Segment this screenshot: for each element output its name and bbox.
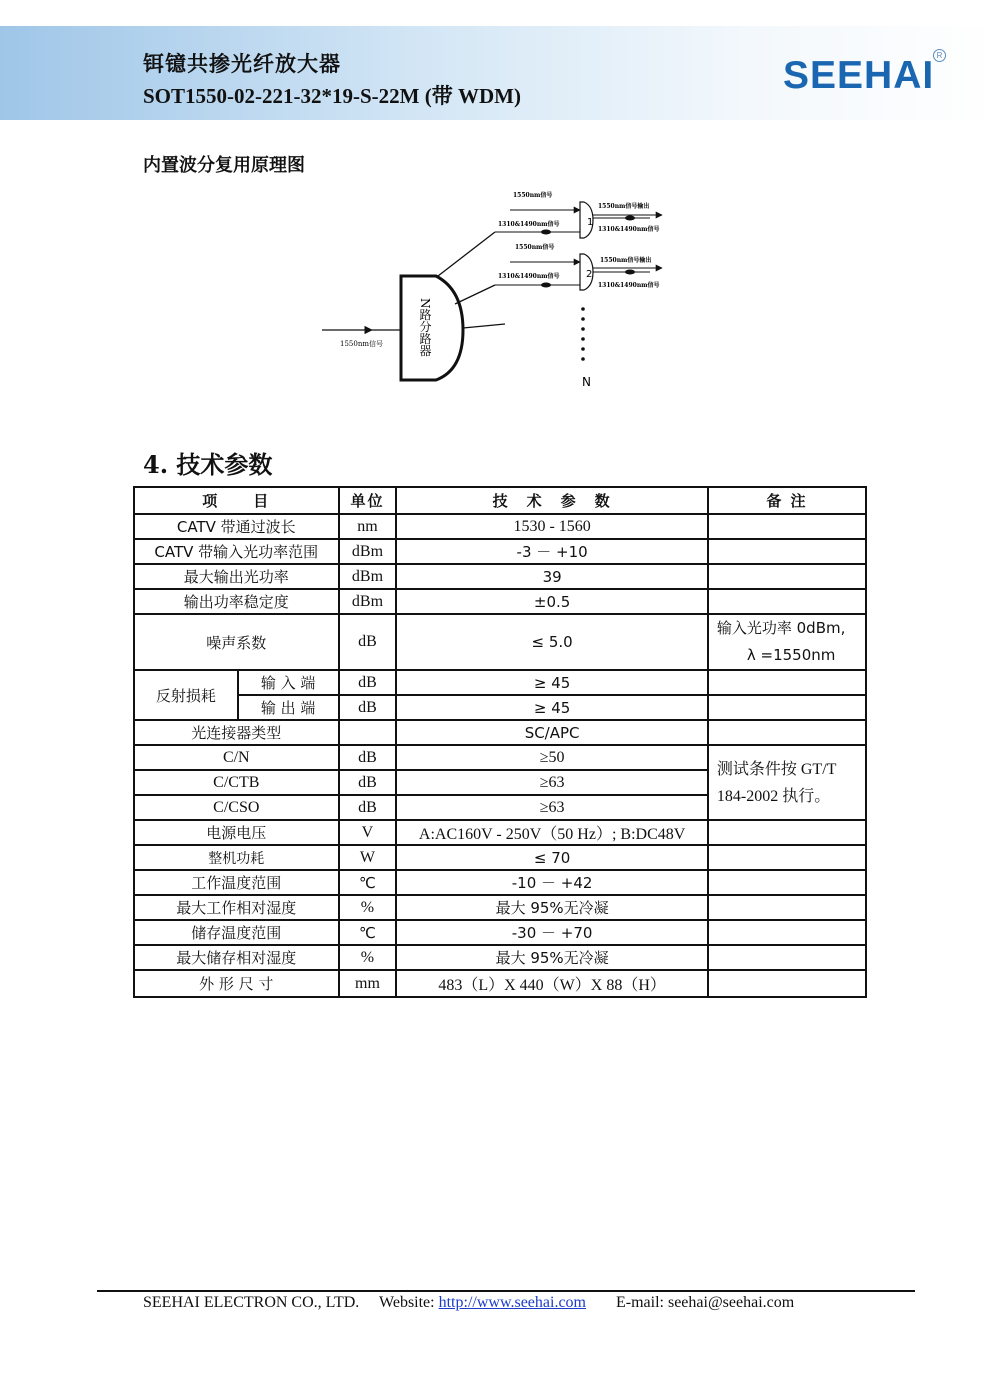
item-cell: 最大工作相对湿度 [134, 895, 339, 920]
remark-cell [708, 895, 866, 920]
splitter-block [401, 276, 463, 380]
wdm1-index: 1 [587, 217, 594, 228]
remark-cell [708, 920, 866, 945]
wdm2-index: 2 [586, 269, 593, 280]
item-cell: 工作温度范围 [134, 870, 339, 895]
value-cell: 39 [396, 564, 708, 589]
remark-cell [708, 539, 866, 564]
value-cell: A:AC160V - 250V（50 Hz）; B:DC48V [396, 820, 708, 845]
item-cell: 外 形 尺 寸 [134, 970, 339, 997]
value-cell: ±0.5 [396, 589, 708, 614]
value-cell: ≥63 [396, 795, 708, 820]
item-cell: C/CSO [134, 795, 339, 820]
wdm-diagram-title: 内置波分复用原理图 [143, 155, 305, 176]
value-cell: ≤ 70 [396, 845, 708, 870]
item-cell: 电源电压 [134, 820, 339, 845]
header-unit: 单位 [339, 487, 397, 514]
item-cell: C/N [134, 745, 339, 770]
item-cell: CATV 带通过波长 [134, 514, 339, 539]
item-cell: 最大储存相对湿度 [134, 945, 339, 970]
table-row [134, 970, 866, 997]
remark-cell [708, 945, 866, 970]
unit-cell: dBm [339, 564, 397, 589]
item-cell: 反射损耗 [134, 670, 238, 720]
remark-cell [708, 870, 866, 895]
remark-line: λ =1550nm [746, 646, 836, 664]
remark-cell [708, 720, 866, 745]
spec-table [133, 486, 867, 998]
remark-cell [708, 695, 866, 720]
value-cell: 最大 95%无冷凝 [396, 895, 708, 920]
registered-mark-icon: R [933, 49, 946, 62]
table-row [134, 870, 866, 895]
unit-cell: % [339, 895, 397, 920]
unit-cell [339, 720, 397, 745]
product-model: SOT1550-02-221-32*19-S-22M (带 WDM) [143, 84, 521, 108]
item-cell: 储存温度范围 [134, 920, 339, 945]
unit-cell: ℃ [339, 920, 397, 945]
remark-cell [708, 564, 866, 589]
unit-cell: ℃ [339, 870, 397, 895]
footer [143, 1294, 794, 1312]
value-cell: -3 － +10 [396, 539, 708, 564]
item-cell: C/CTB [134, 770, 339, 795]
table-row [134, 895, 866, 920]
table-row [134, 820, 866, 845]
value-cell: -10 － +42 [396, 870, 708, 895]
table-row [134, 539, 866, 564]
value-cell: -30 － +70 [396, 920, 708, 945]
wdm2-out-1310-label: 1310&1490nm信号 [598, 282, 660, 289]
item-cell: 输出功率稳定度 [134, 589, 339, 614]
table-row [134, 745, 866, 770]
value-cell: SC/APC [396, 720, 708, 745]
wdm1-in-1310-label: 1310&1490nm信号 [498, 221, 560, 228]
seehai-logo: SEEHAI [783, 54, 935, 97]
unit-cell: dB [339, 614, 397, 670]
unit-cell: dB [339, 695, 397, 720]
remark-cell [708, 820, 866, 845]
unit-cell: W [339, 845, 397, 870]
company-name: SEEHAI ELECTRON CO., LTD. [143, 1294, 360, 1311]
value-cell: ≥50 [396, 745, 708, 770]
unit-cell: dB [339, 745, 397, 770]
remark-cell [708, 589, 866, 614]
unit-cell: dB [339, 770, 397, 795]
unit-cell: mm [339, 970, 397, 997]
unit-cell: dBm [339, 539, 397, 564]
email-label: E-mail: [615, 1294, 664, 1311]
wdm1-out-1310-label: 1310&1490nm信号 [598, 226, 660, 233]
value-cell: ≥63 [396, 770, 708, 795]
value-cell: ≥ 45 [396, 670, 708, 695]
table-row [134, 614, 866, 670]
n-output-label: N [582, 375, 591, 389]
table-row [134, 589, 866, 614]
remark-cell [708, 514, 866, 539]
table-header-row [134, 487, 866, 514]
table-row [134, 845, 866, 870]
header-item: 项 目 [134, 487, 339, 514]
value-cell: ≥ 45 [396, 695, 708, 720]
remark-cell [708, 970, 866, 997]
input-signal-label: 1550nm信号 [340, 340, 383, 348]
item-cell: 噪声系数 [134, 614, 339, 670]
table-row [134, 720, 866, 745]
table-row [134, 695, 866, 720]
wdm2-in-1310-label: 1310&1490nm信号 [498, 273, 560, 280]
item-cell: 整机功耗 [134, 845, 339, 870]
value-cell: 最大 95%无冷凝 [396, 945, 708, 970]
unit-cell: V [339, 820, 397, 845]
wdm1-in-1550-label: 1550nm信号 [513, 192, 553, 199]
website-link[interactable]: http://www.seehai.com [438, 1294, 586, 1311]
test-remark-cell: 测试条件按 GT/T 184-2002 执行。 [708, 745, 866, 820]
product-title: 铒镱共掺光纤放大器 [143, 51, 341, 76]
unit-cell: nm [339, 514, 397, 539]
header-value: 技 术 参 数 [396, 487, 708, 514]
value-cell: 1530 - 1560 [396, 514, 708, 539]
unit-cell: dBm [339, 589, 397, 614]
wdm1-out-1550-label: 1550nm信号输出 [598, 203, 650, 210]
unit-cell: % [339, 945, 397, 970]
sub-item-cell: 输 入 端 [238, 670, 339, 695]
value-cell: ≤ 5.0 [396, 614, 708, 670]
wdm2-out-1550-label: 1550nm信号输出 [600, 257, 652, 264]
remark-cell [708, 614, 866, 670]
table-row [134, 945, 866, 970]
wdm-diagram [300, 180, 720, 400]
specs-heading: 4. 技术参数 [143, 450, 273, 479]
table-row [134, 920, 866, 945]
unit-cell: dB [339, 795, 397, 820]
item-cell: CATV 带输入光功率范围 [134, 539, 339, 564]
remark-cell [708, 845, 866, 870]
table-row [134, 564, 866, 589]
remark-cell [708, 670, 866, 695]
item-cell: 最大输出光功率 [134, 564, 339, 589]
email-address[interactable]: seehai@seehai.com [667, 1294, 795, 1311]
item-cell: 光连接器类型 [134, 720, 339, 745]
table-row [134, 670, 866, 695]
website-label: Website: [379, 1294, 435, 1311]
footer-divider [97, 1290, 915, 1292]
wdm2-in-1550-label: 1550nm信号 [515, 244, 555, 251]
header-remark: 备 注 [708, 487, 866, 514]
splitter-label: N路分路器 [418, 298, 432, 357]
value-cell: 483（L）X 440（W）X 88（H） [396, 970, 708, 997]
remark-line: 输入光功率 0dBm, [716, 619, 846, 637]
unit-cell: dB [339, 670, 397, 695]
sub-item-cell: 输 出 端 [238, 695, 339, 720]
table-row [134, 514, 866, 539]
